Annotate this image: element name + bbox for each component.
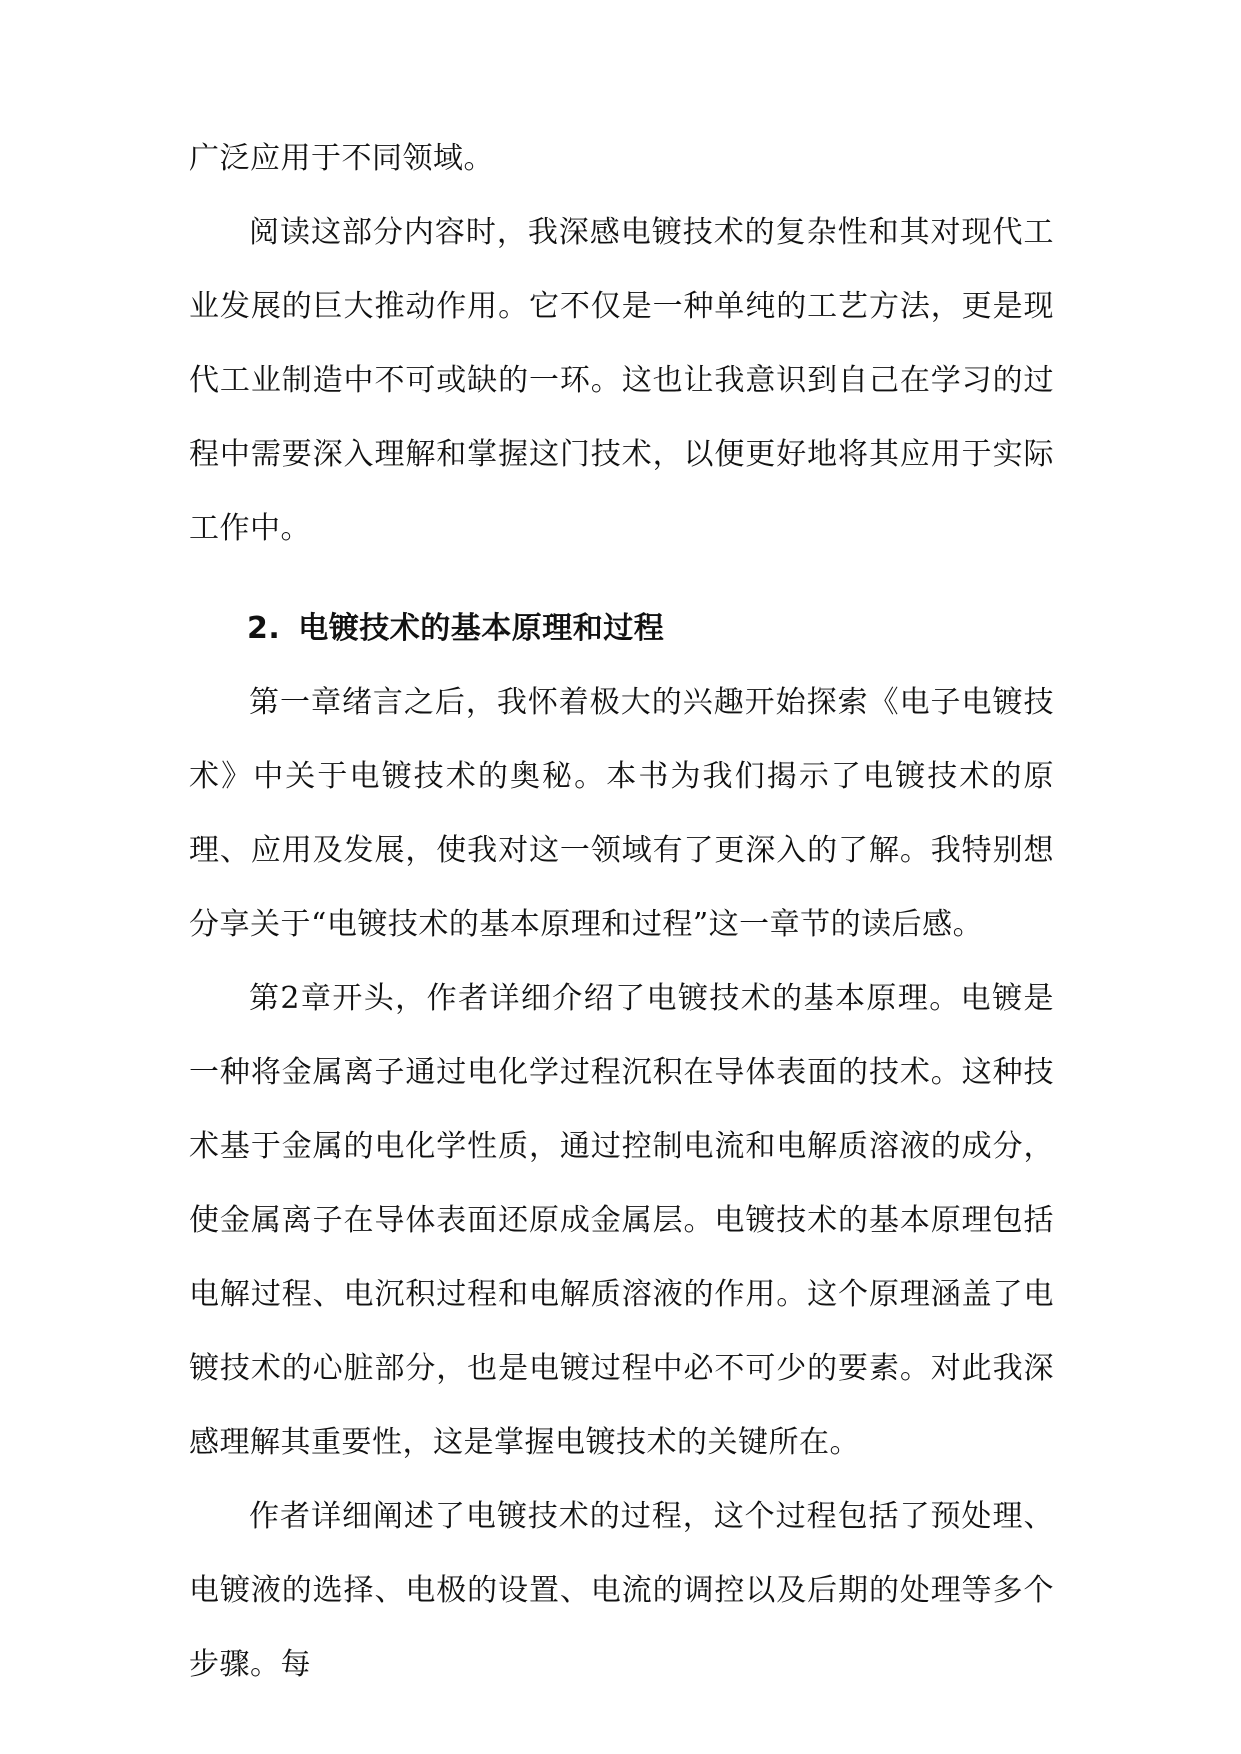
paragraph-basic-principle: 第2章开头，作者详细介绍了电镀技术的基本原理。电镀是一种将金属离子通过电化学过程沉积在导体表面的技术。这种技术基于金属的电化学性质，通过控制电流和电解质溶液的成分，使金属离子在导体表面还原成金属层。电镀技术的基本原理包括电解过程、电沉积过程和电解质溶液的作用。这个原理涵盖了电镀技术的心脏部分，也是电镀过程中必不可少的要素。对此我深感理解其重要性，这是掌握电镀技术的关键所在。 xyxy=(189,981,1054,1460)
section-number: 2. xyxy=(247,611,281,646)
section-title: 电镀技术的基本原理和过程 xyxy=(298,611,665,646)
document-body xyxy=(189,122,1054,1702)
paragraph-chapter-intro: 第一章绪言之后，我怀着极大的兴趣开始探索《电子电镀技术》中关于电镀技术的奥秘。本书为我们揭示了电镀技术的原理、应用及发展，使我对这一领域有了更深入的了解。我特别想分享关于“电镀技术的基本原理和过程”这一章节的读后感。 xyxy=(189,685,1054,942)
paragraph-process: 作者详细阐述了电镀技术的过程，这个过程包括了预处理、电镀液的选择、电极的设置、电流的调控以及后期的处理等多个步骤。每 xyxy=(189,1499,1054,1682)
paragraph-continuation: 广泛应用于不同领域。 xyxy=(189,141,494,176)
section-heading xyxy=(189,592,1054,666)
paragraph-reading-reflection: 阅读这部分内容时，我深感电镀技术的复杂性和其对现代工业发展的巨大推动作用。它不仅是一种单纯的工艺方法，更是现代工业制造中不可或缺的一环。这也让我意识到自己在学习的过程中需要深入理解和掌握这门技术，以便更好地将其应用于实际工作中。 xyxy=(189,215,1054,546)
